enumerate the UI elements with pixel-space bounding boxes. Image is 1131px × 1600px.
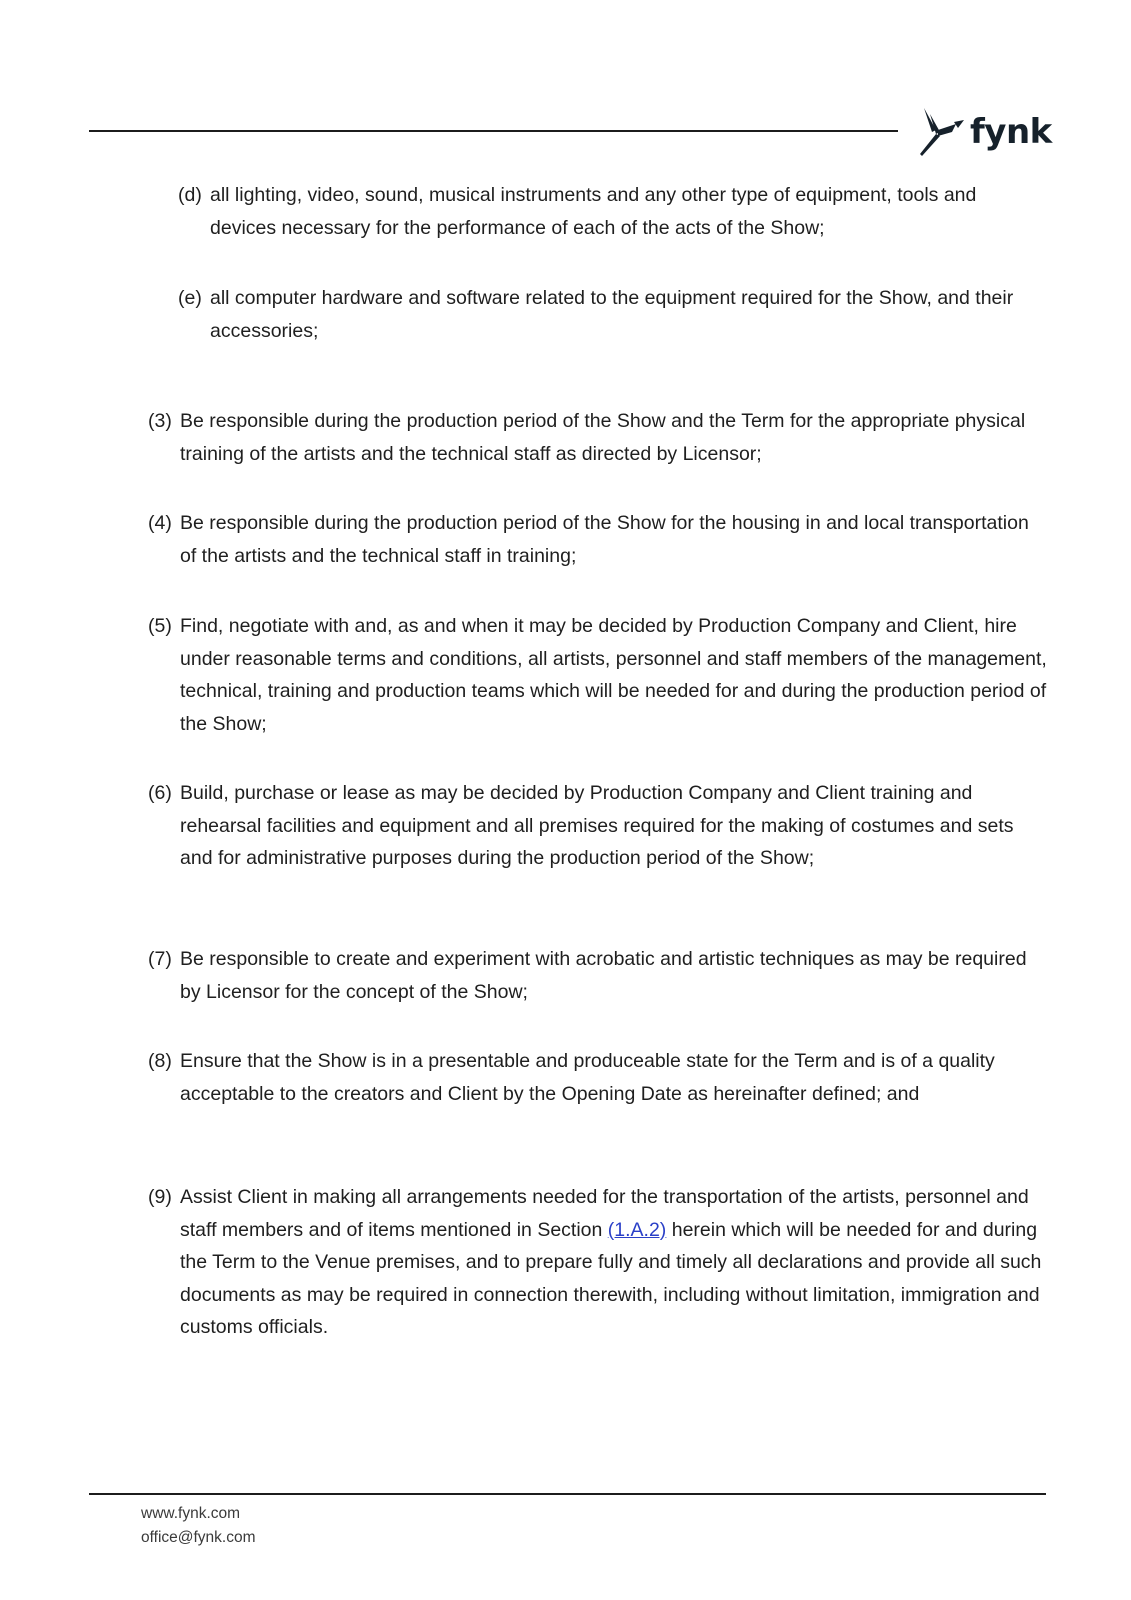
list-number: (4) — [148, 512, 172, 534]
fynk-logo[interactable] — [918, 104, 1052, 160]
list-text: Be responsible during the production period of the Show and the Term for the appropriate physical training of the artists and the technical staff as directed by Licensor; — [180, 410, 1026, 465]
list-text — [180, 1181, 1048, 1344]
list-item-7 — [148, 943, 1048, 1008]
list-text: all lighting, video, sound, musical instruments and any other type of equipment, tools and devices necessary for the performance of each of the acts of the Show; — [210, 184, 977, 239]
list-item-6 — [148, 777, 1048, 875]
list-number: (3) — [148, 410, 172, 432]
list-number: (d) — [178, 184, 202, 206]
list-text-before: Assist Client in making all arrangements needed for the transportation of the artists, personnel and staff members and of items mentioned in Section — [180, 1186, 1029, 1241]
list-text: Be responsible to create and experiment with acrobatic and artistic techniques as may be required by Licensor for the concept of the Show; — [180, 948, 1027, 1003]
footer-divider — [89, 1493, 1046, 1495]
list-item-4 — [148, 507, 1048, 572]
bird-logo-icon — [918, 106, 966, 158]
list-number: (6) — [148, 782, 172, 804]
list-item-3 — [148, 405, 1048, 470]
list-number: (8) — [148, 1050, 172, 1072]
section-link[interactable]: (1.A.2) — [607, 1218, 667, 1241]
list-item-8 — [148, 1045, 1048, 1110]
list-item-e — [178, 282, 1038, 347]
footer-website-link[interactable]: www.fynk.com — [141, 1505, 241, 1522]
list-item-9 — [148, 1181, 1048, 1344]
header-divider — [89, 130, 898, 132]
list-number: (7) — [148, 948, 172, 970]
list-text: all computer hardware and software related to the equipment required for the Show, and their accessories; — [210, 287, 1014, 342]
brand-name: fynk — [970, 112, 1052, 152]
list-item-d — [178, 179, 1038, 244]
list-number: (9) — [148, 1186, 172, 1208]
list-text: Be responsible during the production period of the Show for the housing in and local transportation of the artists and the technical staff in training; — [180, 512, 1029, 567]
list-number: (e) — [178, 287, 202, 309]
list-item-5 — [148, 610, 1048, 740]
footer-email-link[interactable]: office@fynk.com — [141, 1529, 256, 1546]
list-text: Find, negotiate with and, as and when it may be decided by Production Company and Client, hire under reasonable terms and conditions, all artists, personnel and staff members of the management, technical, training and production teams which will be needed for and during the production period of the Show; — [180, 615, 1047, 735]
list-number: (5) — [148, 615, 172, 637]
list-text: Ensure that the Show is in a presentable and produceable state for the Term and is of a quality acceptable to the creators and Client by the Opening Date as hereinafter defined; and — [180, 1050, 995, 1105]
list-text-after: herein which will be needed for and during the Term to the Venue premises, and to prepare fully and timely all declarations and provide all such documents as may be required in connection therewith, including without limitation, immigration and customs officials. — [180, 1218, 1042, 1338]
footer — [141, 1502, 256, 1550]
list-text: Build, purchase or lease as may be decided by Production Company and Client training and rehearsal facilities and equipment and all premises required for the making of costumes and sets and for administrative purposes during the production period of the Show; — [180, 782, 1014, 869]
